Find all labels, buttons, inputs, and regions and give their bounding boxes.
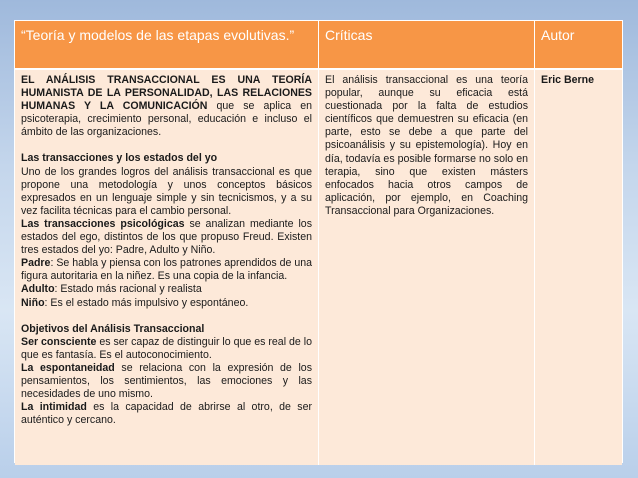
table-header-row (15, 21, 622, 70)
header-theory: “Teoría y modelos de las etapas evolutivas.” (15, 21, 319, 68)
criticas-cell (319, 70, 535, 465)
espontaneidad-paragraph: La espontaneidad se relaciona con la expresión de los pensamientos, los sentimientos, las emociones y las necesidades de uno mismo. (21, 361, 313, 401)
padre-paragraph: Padre: Se habla y piensa con los patrones aprendidos de una figura autoritaria en la niñez. Es una copia de la infancia. (21, 257, 312, 283)
header-autor: Autor (541, 27, 575, 43)
slide-table (14, 20, 623, 463)
header-criticas: Críticas (319, 21, 535, 68)
author-name: Eric Berne (541, 74, 594, 86)
section-title-transactions: Las transacciones y los estados del yo (21, 152, 218, 165)
criticas-text: El análisis transaccional es una teoría popular, aunque su eficacia está cuestionada por la falta de estudios científicos que demuestren su eficacia (en parte, esto se debe a que parte del psicoanálisis y su epistemología). Hoy en día, todavía es posible formarse no solo en terapia, sino que existen másters enfocados hacia otros campos de aplicación, por ejemplo, en Coaching Transaccional para Organizaciones. (325, 74, 528, 217)
nino-paragraph: Niño: Es el estado más impulsivo y espontáneo. (21, 296, 249, 309)
autor-cell (535, 70, 622, 465)
intro-paragraph (21, 74, 312, 139)
adulto-paragraph: Adulto: Estado más racional y realista (21, 283, 202, 296)
intimidad-paragraph: La intimidad es la capacidad de abrirse al otro, de ser auténtico y cercano. (21, 401, 312, 427)
intro-rest: que se aplica en psicoterapia, crecimiento personal, educación e incluso el ámbito de las organizaciones. (21, 100, 312, 139)
psych-transactions-paragraph: Las transacciones psicológicas se analizan mediante los estados del ego, distintos de los que propuso Freud. Existen tres estados del yo: Padre, Adulto y Niño. (21, 217, 312, 257)
table-body-row (15, 70, 622, 465)
consciente-paragraph: Ser consciente es ser capaz de distinguir lo que es real de lo que es fantasía. Es el autoconocimiento. (21, 335, 312, 361)
intro-bold: EL ANÁLISIS TRANSACCIONAL ES UNA TEORÍA HUMANISTA DE LA PERSONALIDAD, LAS RELACIONES HUMANAS Y LA COMUNICACIÓN (21, 74, 312, 113)
section-title-objectives: Objetivos del Análisis Transaccional (21, 322, 205, 335)
theory-cell (15, 70, 319, 465)
transactions-text: Uno de los grandes logros del análisis transaccional es que propone una metodología y unos conceptos básicos expresados en un lenguaje simple y sin tecnicismos, y a su vez facilita técnicas para el cambio personal. (21, 165, 312, 217)
